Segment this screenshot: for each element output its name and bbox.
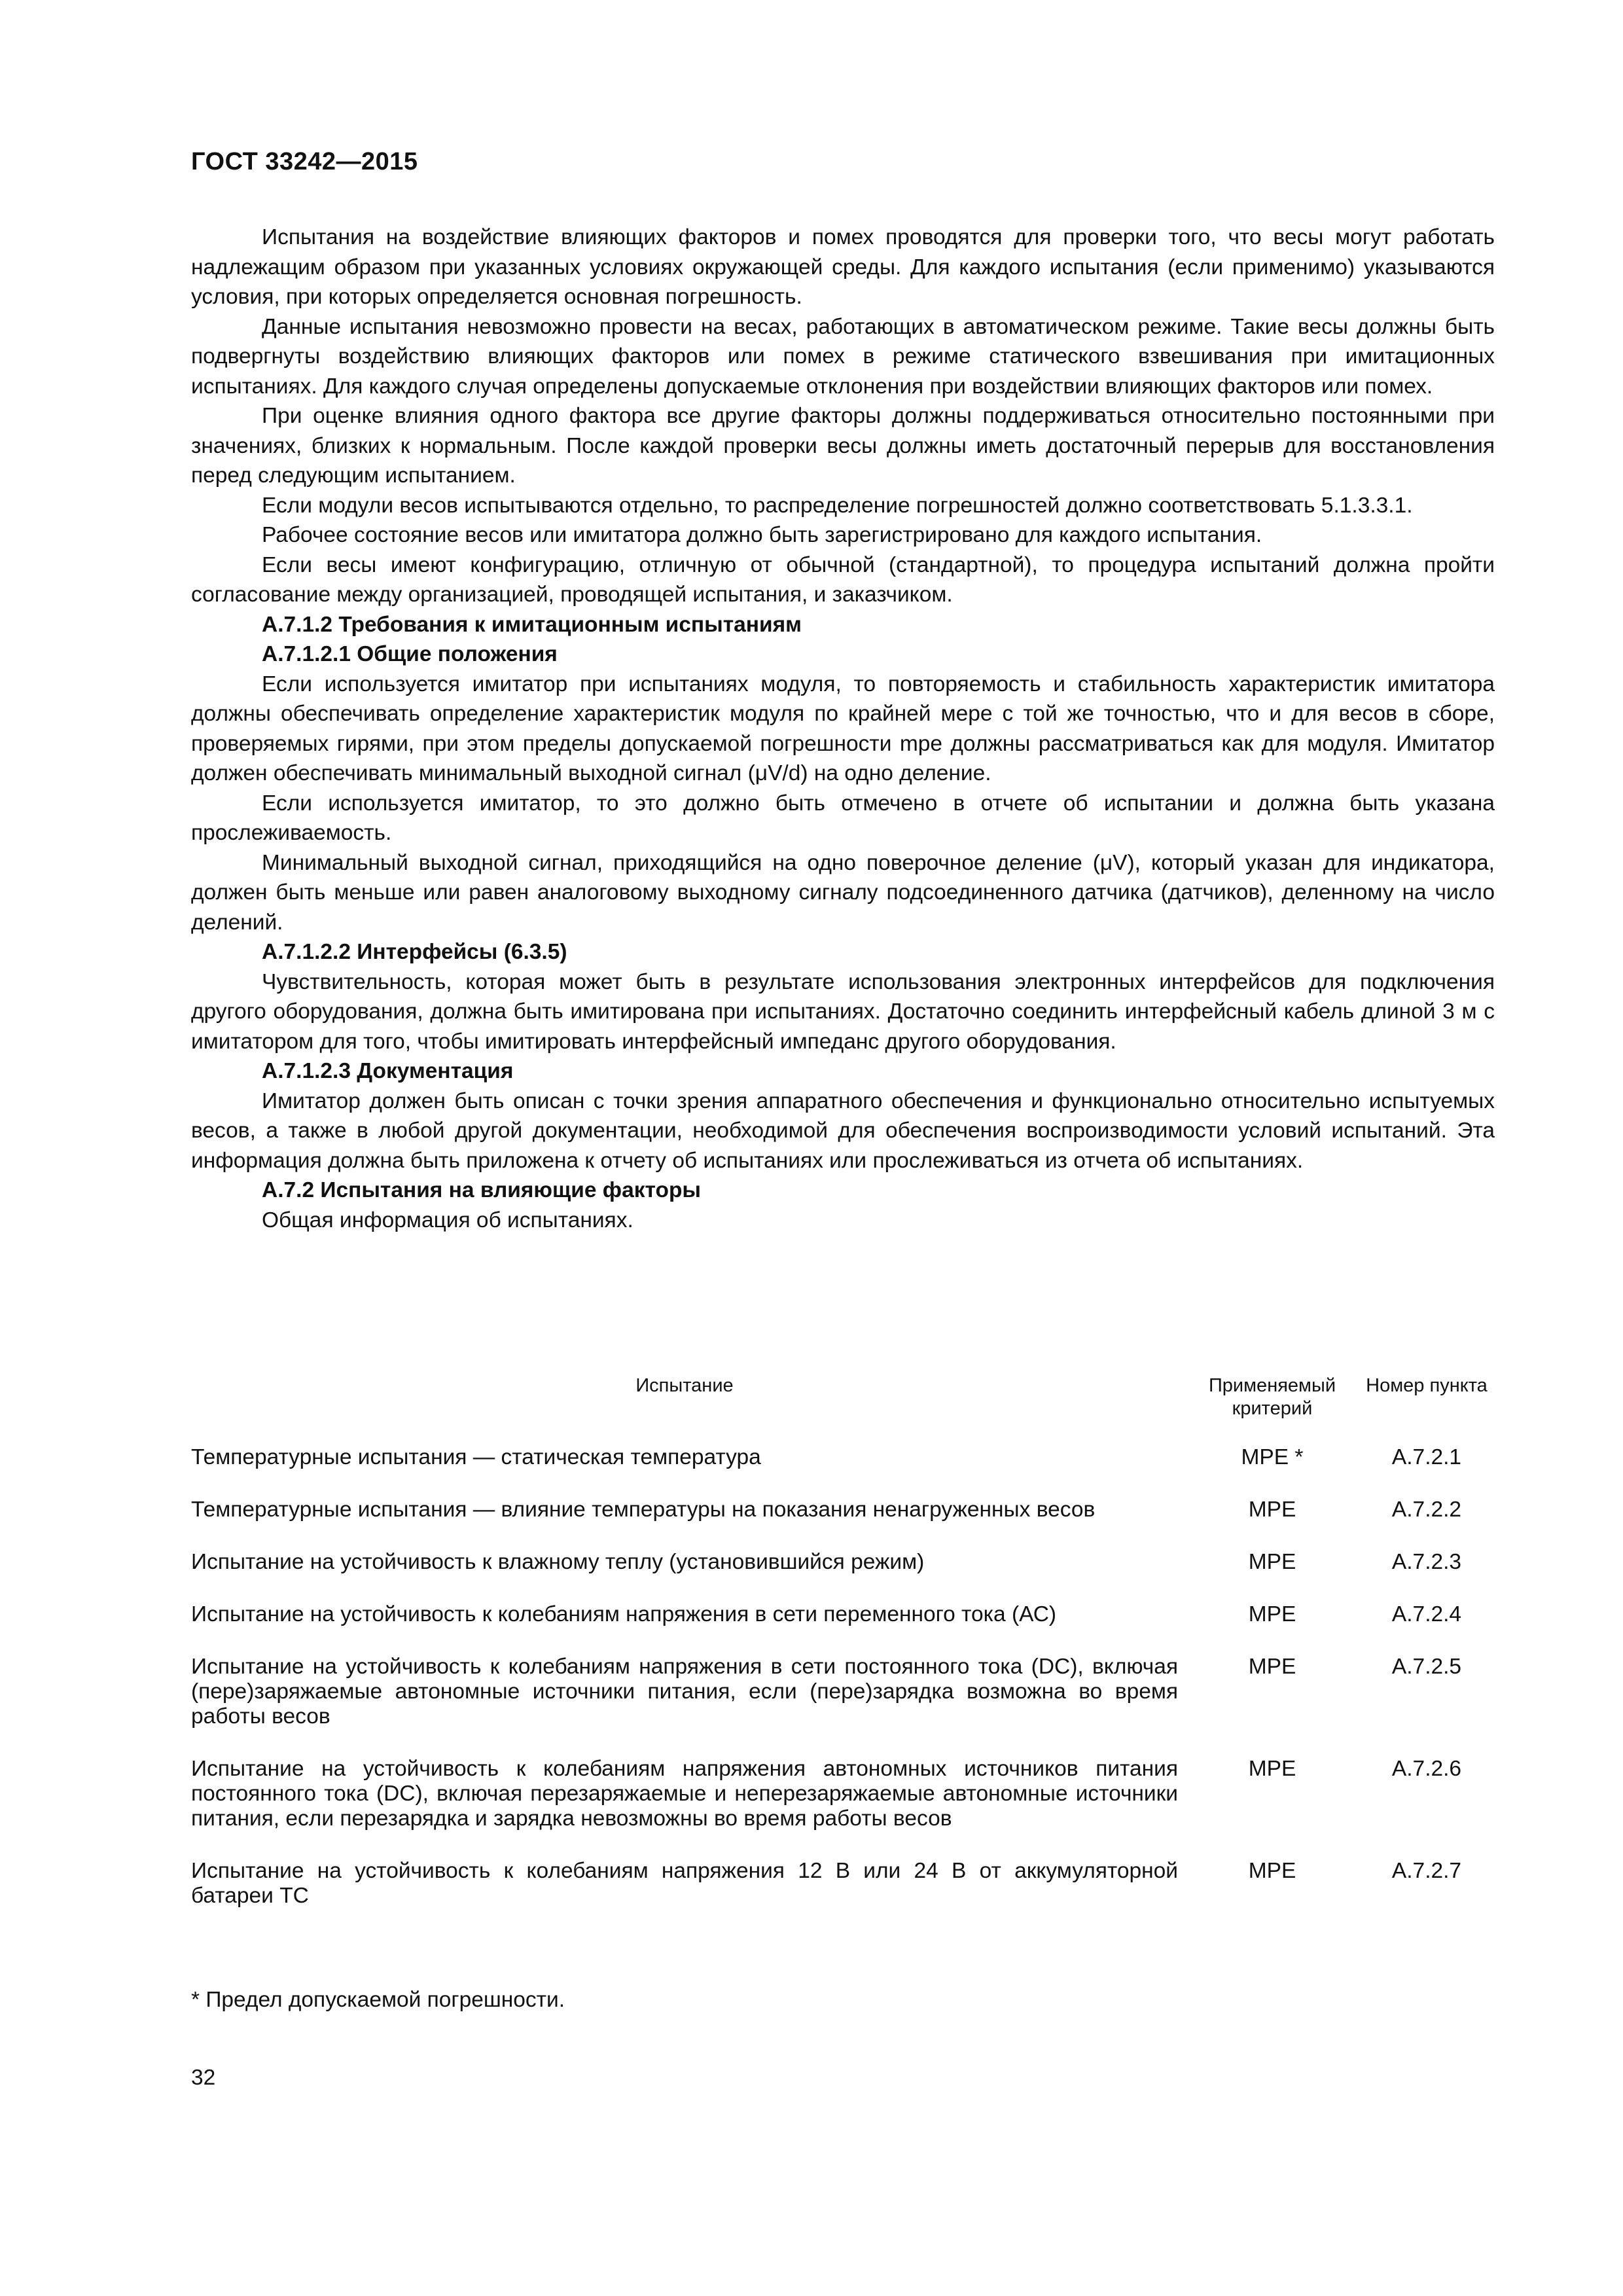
cell-test: Температурные испытания — влияние температуры на показания ненагруженных весов [191, 1498, 1096, 1522]
cell-test: Испытание на устойчивость к колебаниям напряжения автономных источников питания постоянного тока (DC), включая перезаряжаемые и неперезаряжаемые автономные источники питания, если перезарядка и зарядка невозможны во время работы весов [191, 1757, 1178, 1831]
paragraph: Минимальный выходной сигнал, приходящийся на одно поверочное деление (μV), который указан для индикатора, должен быть меньше или равен аналоговому выходному сигналу подсоединенного датчика (датчиков), деленному на число делений. [191, 850, 1495, 935]
paragraph: Если используется имитатор при испытаниях модуля, то повторяемость и стабильность характеристик имитатора должны обеспечивать определение характеристик модуля по крайней мере с той же точностью, что и для весов в сборе, проверяемых гирями, при этом пределы допускаемой погрешности mpe должны рассматриваться как для модуля. Имитатор должен обеспечивать минимальный выходной сигнал (μV/d) на одно деление. [191, 672, 1495, 785]
paragraph: Если используется имитатор, то это должно быть отмечено в отчете об испытании и должна быть указана прослеживаемость. [191, 791, 1495, 845]
cell-clause: А.7.2.6 [1391, 1757, 1462, 1781]
table-row [191, 1445, 1500, 1498]
cell-criterion: MPE * [1241, 1445, 1304, 1469]
section-heading: А.7.2 Испытания на влияющие факторы [262, 1178, 702, 1202]
section-heading: А.7.1.2.3 Документация [262, 1059, 514, 1083]
paragraph: Испытания на воздействие влияющих факторов и помех проводятся для проверки того, что весы могут работать надлежащим образом при указанных условиях окружающей среды. Для каждого испытания (если применимо) указываются условия, при которых определяется основная погрешность. [191, 225, 1495, 309]
section-heading: А.7.1.2.1 Общие положения [262, 642, 558, 666]
paragraph: Чувствительность, которая может быть в результате использования электронных интерфейсов для подключения другого оборудования, должна быть имитирована при испытаниях. Достаточно соединить интерфейсный кабель длиной 3 м с имитатором для того, чтобы имитировать интерфейсный импеданс другого оборудования. [191, 969, 1495, 1054]
table-header-row [191, 1374, 1500, 1445]
cell-test: Испытание на устойчивость к влажному теплу (установившийся режим) [191, 1550, 925, 1574]
document-header: ГОСТ 33242—2015 [191, 148, 418, 175]
paragraph: Рабочее состояние весов или имитатора должно быть зарегистрировано для каждого испытания. [262, 523, 1262, 547]
cell-criterion: MPE [1248, 1655, 1296, 1679]
cell-test: Испытание на устойчивость к колебаниям напряжения в сети переменного тока (АС) [191, 1602, 1057, 1626]
table-row [191, 1498, 1500, 1550]
paragraph: Данные испытания невозможно провести на весах, работающих в автоматическом режиме. Такие весы должны быть подвергнуты воздействию влияющих факторов или помех в режиме статического взвешивания при имитационных испытаниях. Для каждого случая определены допускаемые отклонения при воздействии влияющих факторов или помех. [191, 314, 1495, 399]
cell-test: Испытание на устойчивость к колебаниям напряжения 12 В или 24 В от аккумуляторной батареи ТС [191, 1859, 1178, 1908]
paragraph: При оценке влияния одного фактора все другие факторы должны поддерживаться относительно постоянными при значениях, близких к нормальным. После каждой проверки весы должны иметь достаточный перерыв для восстановления перед следующим испытанием. [191, 404, 1495, 488]
cell-test: Температурные испытания — статическая температура [191, 1445, 761, 1469]
cell-clause: А.7.2.3 [1391, 1550, 1462, 1574]
table-footnote: * Предел допускаемой погрешности. [191, 1988, 565, 2012]
cell-criterion: MPE [1248, 1757, 1296, 1781]
table-row [191, 1655, 1500, 1757]
cell-clause: А.7.2.7 [1391, 1859, 1462, 1883]
paragraph: Если модули весов испытываются отдельно, то распределение погрешностей должно соответствовать 5.1.3.3.1. [262, 493, 1413, 518]
paragraph: Общая информация об испытаниях. [262, 1208, 633, 1232]
header-clause: Номер пункта [1366, 1375, 1488, 1396]
cell-criterion: MPE [1248, 1550, 1296, 1574]
paragraph: Если весы имеют конфигурацию, отличную от обычной (стандартной), то процедура испытаний должна пройти согласование между организацией, проводящей испытания, и заказчиком. [191, 552, 1495, 607]
cell-criterion: MPE [1248, 1498, 1296, 1522]
cell-clause: А.7.2.1 [1391, 1445, 1462, 1469]
table-row [191, 1757, 1500, 1859]
table-row [191, 1859, 1500, 1936]
table-row [191, 1602, 1500, 1655]
table-row [191, 1550, 1500, 1602]
cell-test: Испытание на устойчивость к колебаниям напряжения в сети постоянного тока (DC), включая (пере)заряжаемые автономные источники питания, если (пере)зарядка возможна во время работы весов [191, 1655, 1178, 1729]
body-text [191, 223, 1495, 1235]
cell-clause: А.7.2.5 [1391, 1655, 1462, 1679]
cell-clause: А.7.2.4 [1391, 1602, 1462, 1626]
header-test: Испытание [635, 1375, 734, 1396]
cell-criterion: MPE [1248, 1602, 1296, 1626]
header-criterion: Применяемый критерий [1208, 1375, 1336, 1419]
section-heading: А.7.1.2.2 Интерфейсы (6.3.5) [262, 940, 567, 964]
page-number: 32 [191, 2066, 216, 2090]
cell-clause: А.7.2.2 [1391, 1498, 1462, 1522]
paragraph: Имитатор должен быть описан с точки зрения аппаратного обеспечения и функционально относительно испытуемых весов, а также в любой другой документации, необходимой для обеспечения воспроизводимости условий испытаний. Эта информация должна быть приложена к отчету об испытаниях или прослеживаться из отчета об испытаниях. [191, 1088, 1495, 1173]
section-heading: А.7.1.2 Требования к имитационным испытаниям [262, 612, 802, 637]
tests-table [191, 1374, 1500, 1936]
cell-criterion: MPE [1248, 1859, 1296, 1883]
